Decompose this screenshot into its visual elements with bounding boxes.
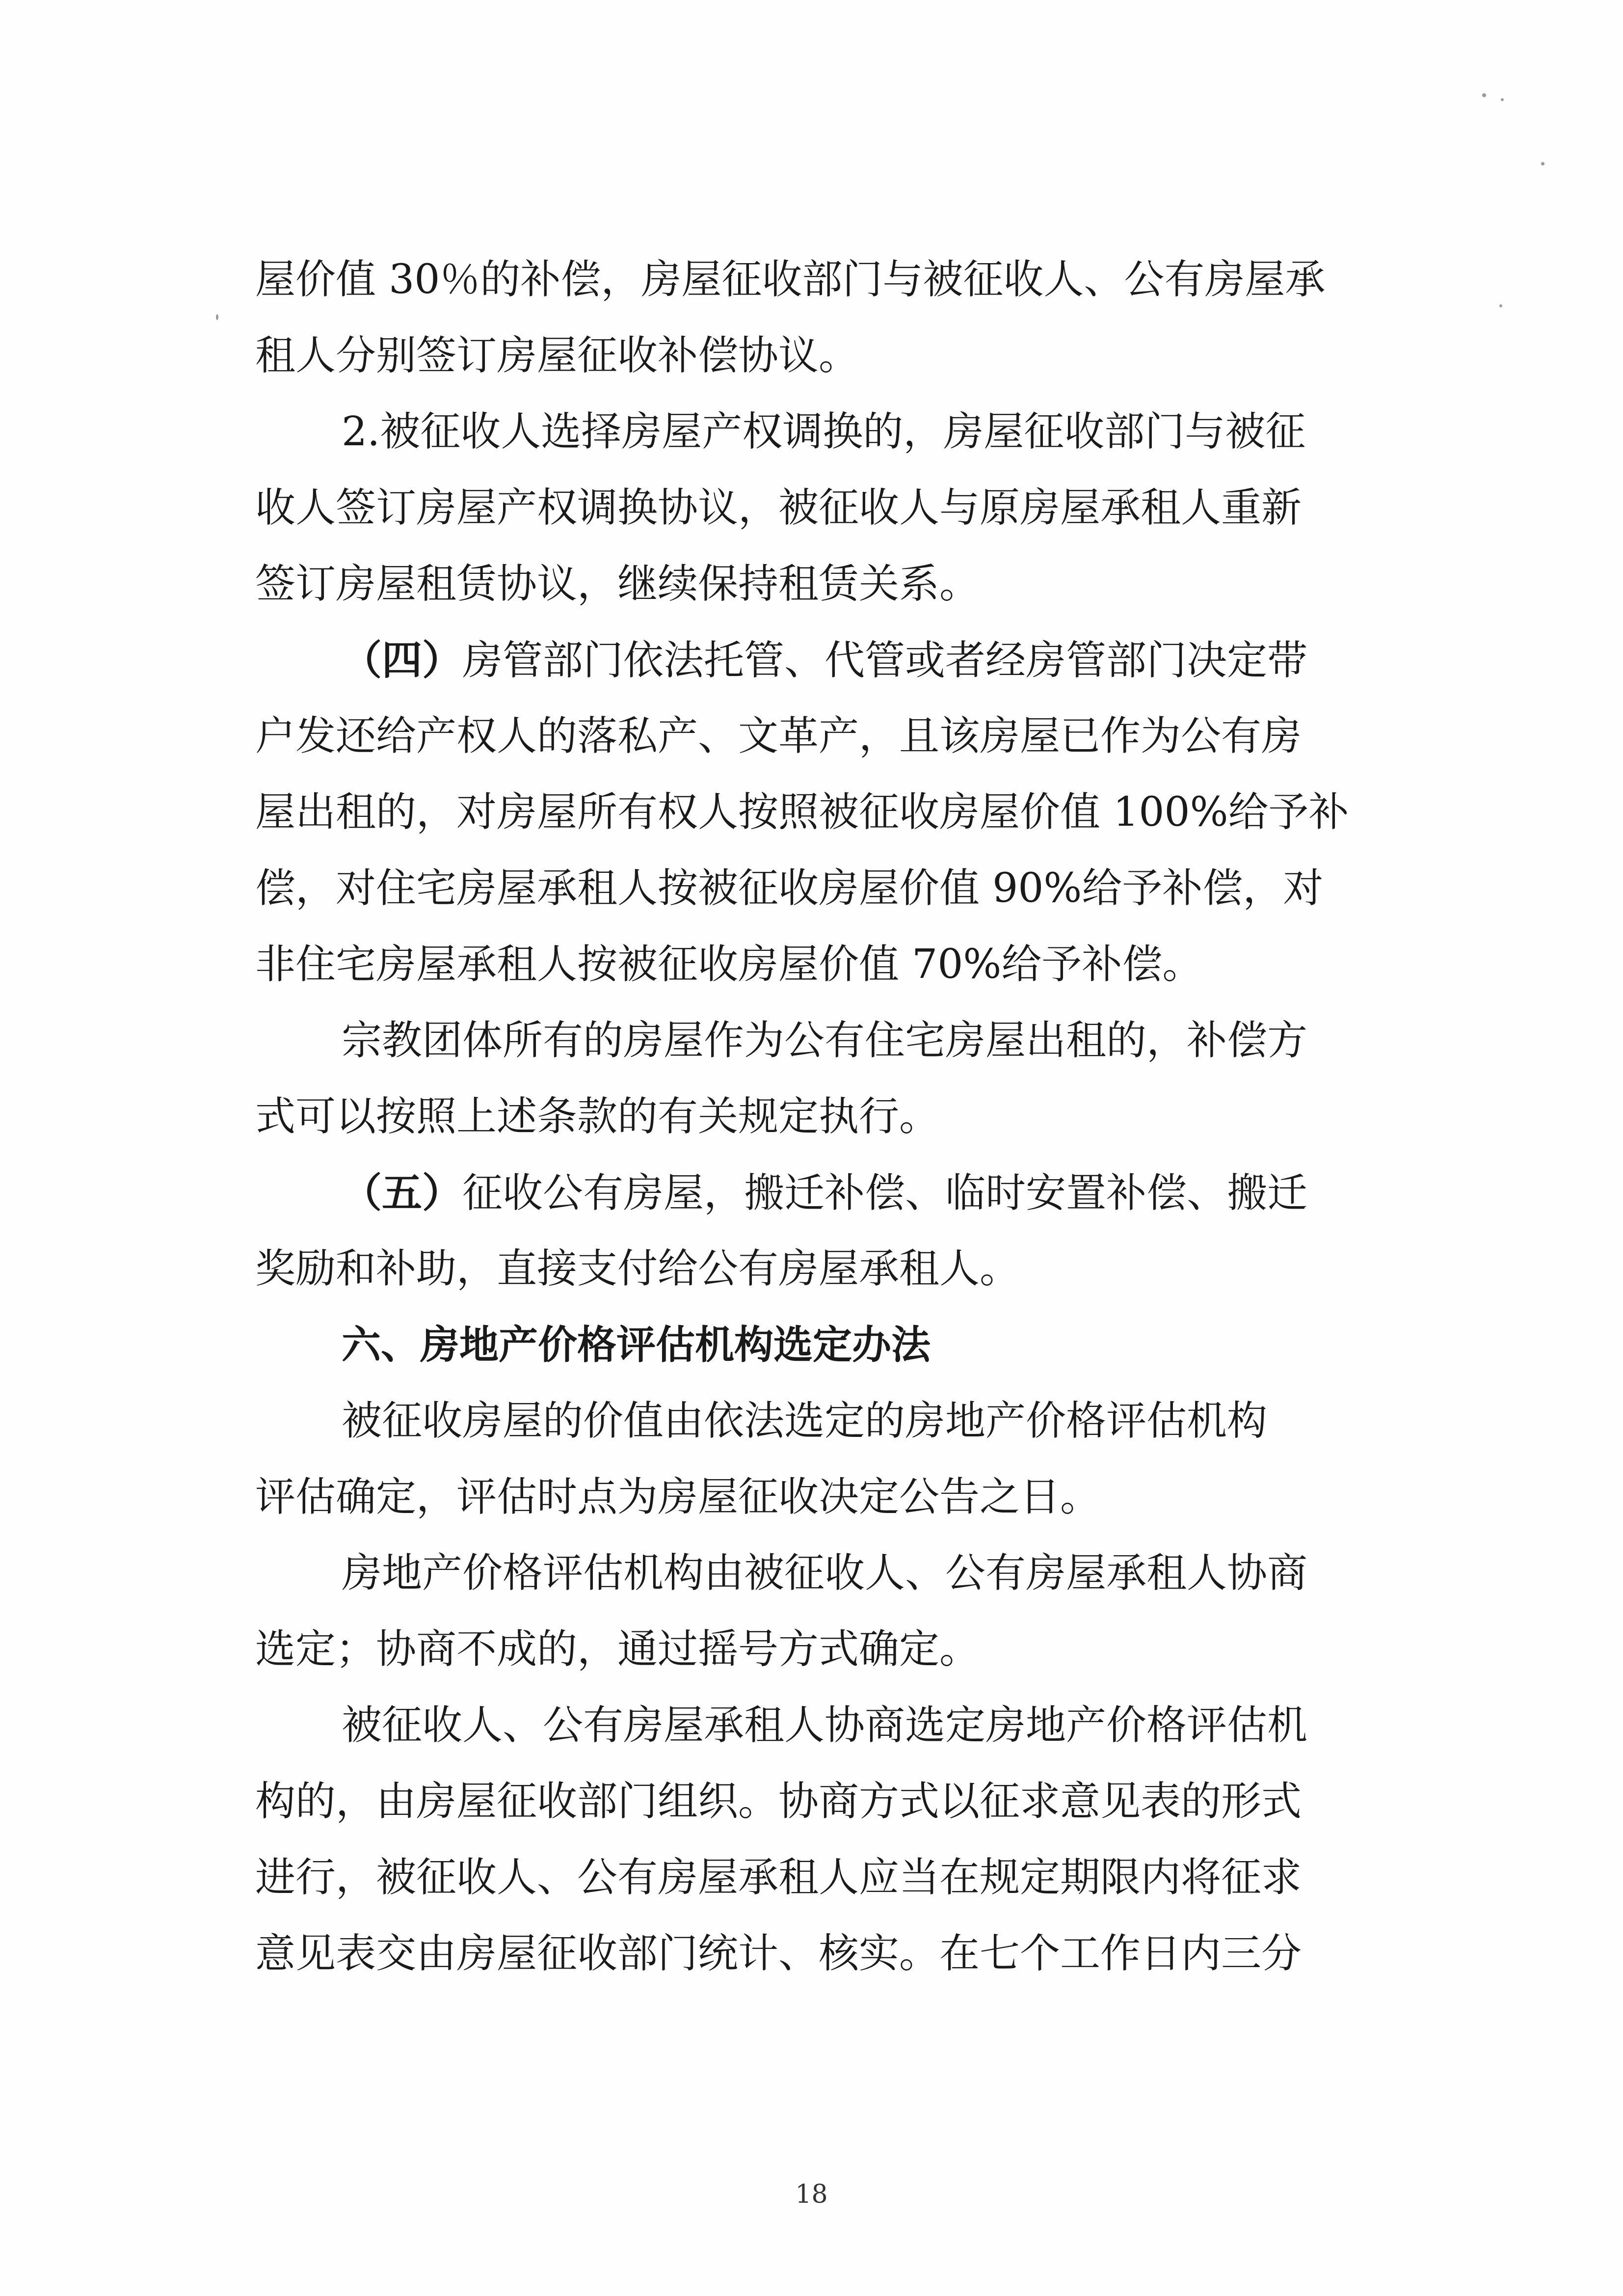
- paragraph-line: 收人签订房屋产权调换协议，被征收人与原房屋承租人重新: [255, 485, 1302, 531]
- paragraph-line: 偿，对住宅房屋承租人按被征收房屋价值 90%给予补偿，对: [255, 865, 1324, 912]
- paragraph-line: 被征收人、公有房屋承租人协商选定房地产价格评估机: [342, 1702, 1308, 1749]
- paragraph-line: （四）房管部门依法托管、代管或者经房管部门决定带: [342, 637, 1308, 684]
- scan-speck: [1499, 304, 1502, 307]
- scan-speck: [1541, 162, 1544, 165]
- page-number: 18: [795, 2180, 828, 2209]
- item-number: （四）: [342, 637, 463, 684]
- paragraph-line: 2.被征收人选择房屋产权调换的，房屋征收部门与被征: [342, 408, 1306, 455]
- scan-speck: [1501, 98, 1504, 101]
- paragraph-line: 评估确定，评估时点为房屋征收决定公告之日。: [255, 1474, 1101, 1520]
- paragraph-line: 奖励和补助，直接支付给公有房屋承租人。: [255, 1245, 1020, 1292]
- paragraph-line: 房地产价格评估机构由被征收人、公有房屋承租人协商: [342, 1550, 1308, 1596]
- paragraph-line: 签订房屋租赁协议，继续保持租赁关系。: [255, 561, 980, 607]
- paragraph-line: 非住宅房屋承租人按被征收房屋价值 70%给予补偿。: [255, 941, 1203, 988]
- paragraph-line: 户发还给产权人的落私产、文革产，且该房屋已作为公有房: [255, 713, 1302, 759]
- paragraph-line: 屋价值 30％的补偿，房屋征收部门与被征收人、公有房屋承: [255, 256, 1326, 303]
- paragraph-line: 被征收房屋的价值由依法选定的房地产价格评估机构: [342, 1398, 1268, 1444]
- item-number: （五）: [342, 1169, 463, 1216]
- paragraph-line: 屋出租的，对房屋所有权人按照被征收房屋价值 100%给予补: [255, 789, 1349, 836]
- paragraph-line: 意见表交由房屋征收部门统计、核实。在七个工作日内三分: [255, 1930, 1302, 1977]
- paragraph-line: 选定；协商不成的，通过摇号方式确定。: [255, 1626, 980, 1673]
- paragraph-line: 宗教团体所有的房屋作为公有住宅房屋出租的，补偿方: [342, 1017, 1308, 1064]
- paragraph-line: （五）征收公有房屋，搬迁补偿、临时安置补偿、搬迁: [342, 1169, 1308, 1216]
- paragraph-line: 进行，被征收人、公有房屋承租人应当在规定期限内将征求: [255, 1854, 1302, 1901]
- paragraph-line: 构的，由房屋征收部门组织。协商方式以征求意见表的形式: [255, 1778, 1302, 1825]
- paragraph-line: 租人分别签订房屋征收补偿协议。: [255, 332, 859, 379]
- scan-speck: [1482, 93, 1486, 97]
- paragraph-line: 式可以按照上述条款的有关规定执行。: [255, 1093, 940, 1140]
- section-heading: 六、房地产价格评估机构选定办法: [342, 1322, 931, 1368]
- scan-speck: [216, 314, 218, 320]
